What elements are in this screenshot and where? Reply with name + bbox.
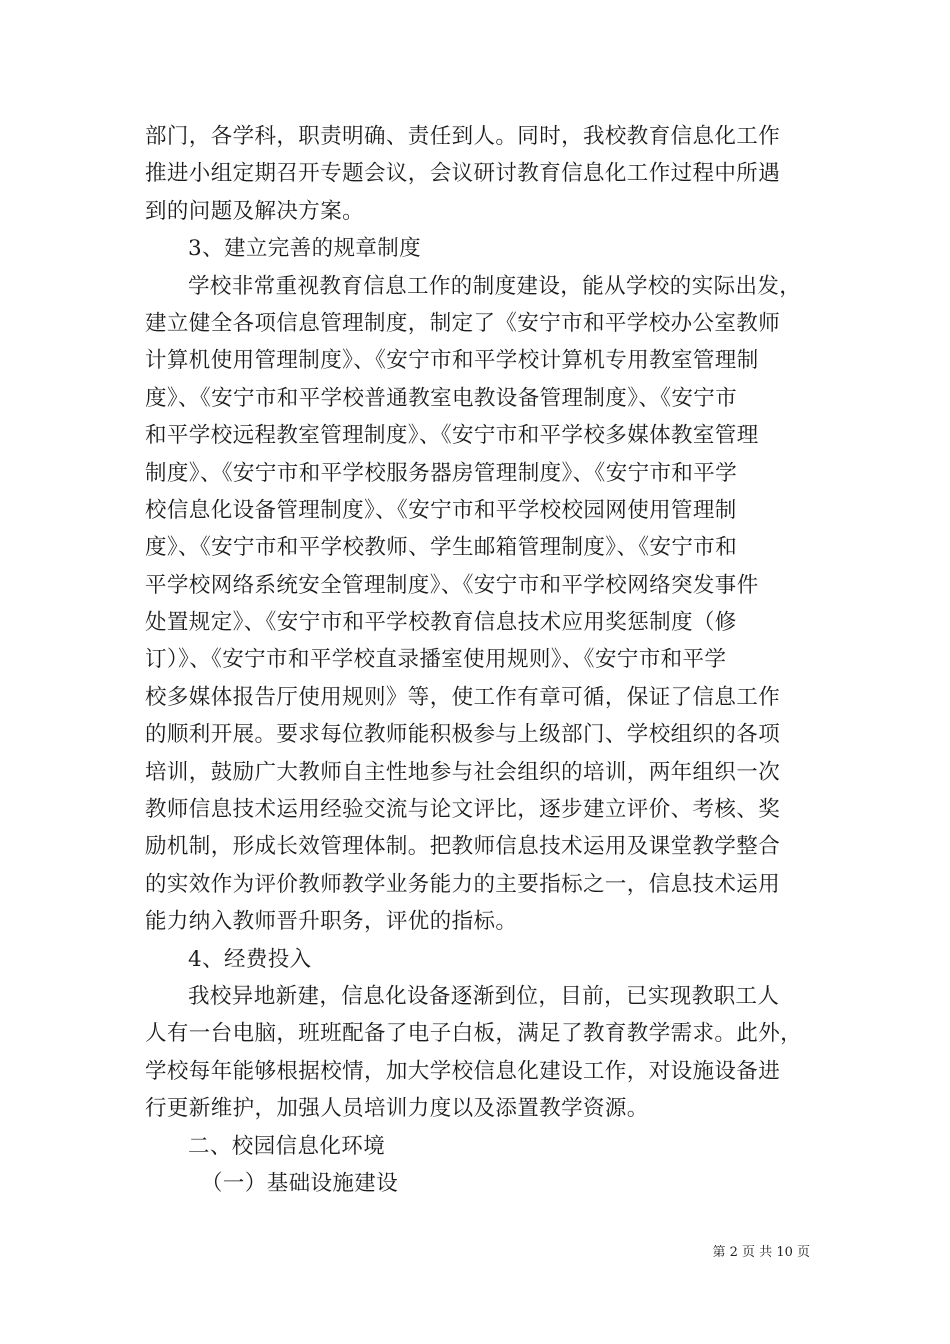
text-line: 校信息化设备管理制度》、《安宁市和平学校校园网使用管理制 (145, 497, 737, 523)
text-line: 制度》、《安宁市和平学校服务器房管理制度》、《安宁市和平学 (145, 460, 738, 486)
text-line: 度》、《安宁市和平学校教师、学生邮箱管理制度》、《安宁市和 (145, 535, 738, 561)
text-line: 度》、《安宁市和平学校普通教室电教设备管理制度》、《安宁市 (145, 385, 738, 411)
text-line: 培训，鼓励广大教师自主性地参与社会组织的培训，两年组织一次 (145, 759, 781, 785)
text-line: 的顺利开展。要求每位教师能积极参与上级部门、学校组织的各项 (145, 722, 781, 748)
text-line: （一）基础设施建设 (201, 1170, 399, 1196)
text-line: 4、经费投入 (188, 946, 312, 972)
text-line: 平学校网络系统安全管理制度》、《安宁市和平学校网络突发事件 (145, 572, 759, 598)
text-line: 处置规定》、《安宁市和平学校教育信息技术应用奖惩制度（修 (145, 610, 737, 636)
text-line: 二、校园信息化环境 (188, 1133, 386, 1159)
page-footer: 第 2 页 共 10 页 (712, 1245, 810, 1260)
text-line: 励机制，形成长效管理体制。把教师信息技术运用及课堂教学整合 (145, 834, 781, 860)
text-line: 我校异地新建，信息化设备逐渐到位，目前，已实现教职工人 (188, 983, 780, 1009)
text-line: 部门，各学科，职责明确、责任到人。同时，我校教育信息化工作 (145, 124, 781, 149)
text-line: 人有一台电脑，班班配备了电子白板，满足了教育教学需求。此外， (145, 1021, 803, 1047)
text-line: 推进小组定期召开专题会议，会议研讨教育信息化工作过程中所遇 (145, 161, 781, 187)
text-line: 计算机使用管理制度》、《安宁市和平学校计算机专用教室管理制 (145, 348, 759, 374)
text-line: 建立健全各项信息管理制度，制定了《安宁市和平学校办公室教师 (145, 310, 781, 336)
text-line: 教师信息技术运用经验交流与论文评比，逐步建立评价、考核、奖 (145, 797, 781, 823)
text-line: 学校每年能够根据校情，加大学校信息化建设工作，对设施设备进 (145, 1058, 781, 1084)
text-line: 和平学校远程教室管理制度》、《安宁市和平学校多媒体教室管理 (145, 423, 759, 449)
text-line: 能力纳入教师晋升职务，评优的指标。 (145, 909, 518, 935)
text-line: 行更新维护，加强人员培训力度以及添置教学资源。 (145, 1096, 649, 1122)
text-line: 订）》、《安宁市和平学校直录播室使用规则》、《安宁市和平学 (145, 647, 727, 673)
text-line: 的实效作为评价教师教学业务能力的主要指标之一，信息技术运用 (145, 871, 781, 897)
text-line: 校多媒体报告厅使用规则》等，使工作有章可循，保证了信息工作 (145, 684, 781, 710)
document-body (145, 118, 810, 1202)
text-line: 到的问题及解决方案。 (145, 198, 365, 224)
text-line: 3、建立完善的规章制度 (188, 236, 422, 262)
text-line: 学校非常重视教育信息工作的制度建设，能从学校的实际出发， (188, 273, 802, 299)
